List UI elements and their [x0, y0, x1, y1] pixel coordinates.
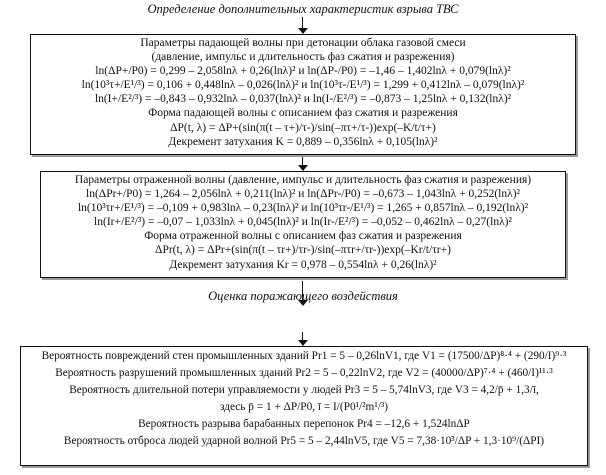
reflected-duration-formula: ln(10³τr+/E¹/³) = –0,109 + 0,983lnλ – 0,23(lnλ)² и ln(10³τr-/E¹/³) = 1,265 + 0,857lnλ – 0,192(lnλ)²: [77, 202, 529, 215]
damage-box: [20, 346, 588, 466]
reflected-wave-box: [40, 171, 566, 278]
wall-damage-formula: Вероятность повреждений стен промышленных зданий Pr1 = 5 – 0,26lnV1, где V1 = (17500/ΔP)⁸·⁴ + (290/I)⁹·³: [41, 350, 567, 362]
incident-wave-subheading: (давление, импульс и длительность фаз сжатия и разрежения): [151, 51, 455, 64]
incident-decay-formula: Декремент затухания K = 0,889 – 0,356lnλ + 0,105(lnλ)²: [168, 135, 438, 148]
incident-duration-formula: ln(10³τ+/E¹/³) = 0,106 + 0,448lnλ – 0,026(lnλ)² и ln(10³τ-/E¹/³) = 1,299 + 0,412lnλ – 0,079(lnλ)²: [81, 79, 525, 92]
damage-section-title: Оценка поражающего воздействия: [208, 289, 398, 303]
control-loss-formula: Вероятность длительной потери управляемости у людей Pr3 = 5 – 5,74lnV3, где V3 = 4,2/p̄ + 1,3/ī,: [69, 383, 539, 396]
arrow-to-damage-box: [298, 332, 308, 346]
eardrum-rupture-formula: Вероятность разрыва барабанных перепонок Pr4 = –12,6 + 1,524lnΔP: [138, 417, 470, 430]
reflected-wave-heading: Параметры отраженной волны (давление, импульс и длительность фаз сжатия и разрежения): [74, 174, 532, 186]
reflected-decay-formula: Декремент затухания Kr = 0,978 – 0,554lnλ + 0,26(lnλ)²: [169, 258, 437, 271]
incident-wave-heading: Параметры падающей волны при детонации облака газовой смеси: [140, 37, 466, 49]
arrow-to-incident-wave: [298, 17, 308, 34]
reflected-shape-formula: ΔPr(t, λ) = ΔPr+(sin(π(t – τr+)/τr-)/sin(–πτr+/τr-))exp(–Kr/t/τr+): [155, 244, 451, 257]
control-loss-definitions: здесь p̄ = 1 + ΔP/P0, ī = I/(P0¹/²m¹/³): [219, 400, 389, 413]
incident-shape-heading: Форма падающей волны с описанием фаз сжатия и разрежения: [148, 107, 458, 120]
incident-pressure-formula: ln(ΔP+/P0) = 0,299 – 2,058lnλ + 0,26(lnλ)² и ln(ΔP-/P0) = –1,46 – 1,402lnλ + 0,079(lnλ)²: [95, 65, 511, 78]
building-destruction-formula: Вероятность разрушений промышленных зданий Pr2 = 5 – 0,22lnV2, где V2 = (40000/ΔP)⁷·⁴ + (460/I)¹¹·³: [55, 366, 553, 379]
incident-impulse-formula: ln(I+/E²/³) = –0,843 – 0,932lnλ – 0,037(lnλ)² и ln(I-/E²/³) = –0,873 – 1,25lnλ + 0,132(lnλ)²: [94, 93, 512, 106]
reflected-impulse-formula: ln(Ir+/E²/³) = –0,07 – 1,033lnλ + 0,045(lnλ)² и ln(Ir-/E²/³) = –0,052 – 0,462lnλ – 0,27(lnλ)²: [94, 216, 512, 229]
reflected-pressure-formula: ln(ΔPr+/P0) = 1,264 – 2,056lnλ + 0,211(lnλ)² и ln(ΔPr-/P0) = –0,673 – 1,043lnλ + 0,252(lnλ)²: [86, 188, 520, 201]
arrow-to-reflected-wave: [298, 157, 308, 171]
page-title: Определение дополнительных характеристик взрыва ТВС: [147, 2, 459, 16]
incident-wave-box: [30, 34, 576, 155]
reflected-shape-heading: Форма отраженной волны с описанием фаз сжатия и разрежения: [144, 230, 462, 243]
incident-shape-formula: ΔP(t, λ) = ΔP+(sin(π(t – τ+)/τ-)/sin(–πτ+/τ-))exp(–K/t/τ+): [170, 121, 436, 134]
people-throw-formula: Вероятность отброса людей ударной волной Pr5 = 5 – 2,44lnV5, где V5 = 7,38·10³/ΔP + 1,3·10⁹/(ΔPI): [63, 434, 545, 447]
